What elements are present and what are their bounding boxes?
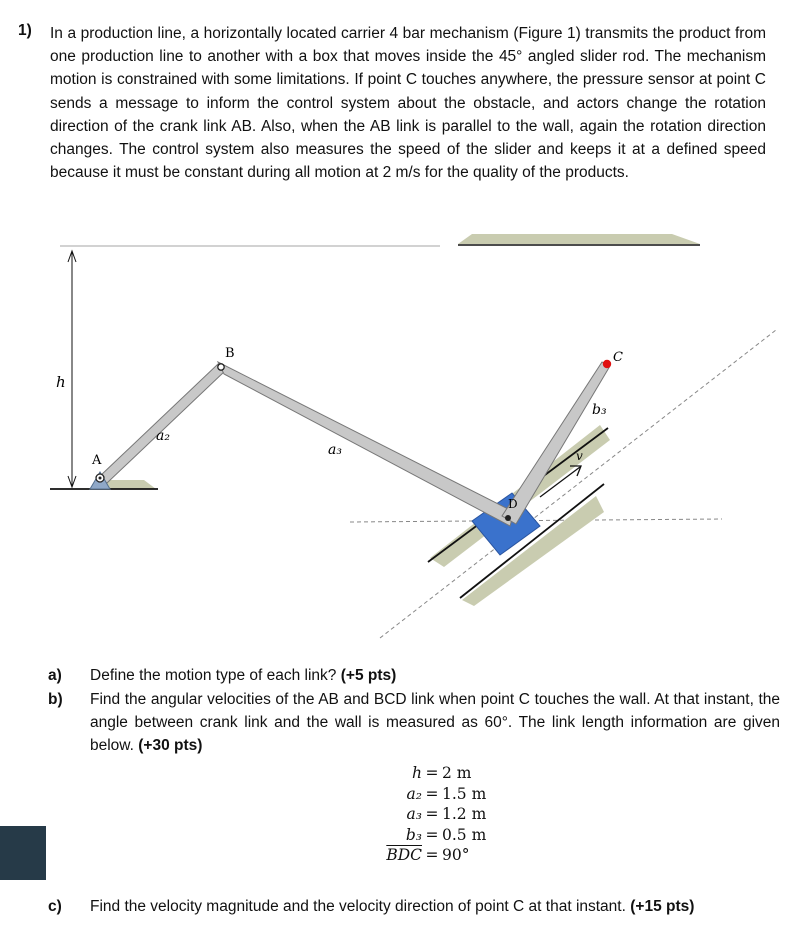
part-a-text: Define the motion type of each link? (90, 667, 337, 684)
link-a3 (218, 362, 514, 526)
part-a-label: a) (48, 667, 62, 684)
question-number: 1) (18, 22, 32, 39)
param-value: 1.2 m (442, 805, 487, 823)
param-symbol: a₃ (406, 805, 422, 823)
top-wall-hatch (458, 234, 700, 244)
pin-a-center (99, 477, 102, 480)
pin-d (505, 515, 511, 521)
part-c-text: Find the velocity magnitude and the velocity direction of point C at that instant. (90, 898, 626, 915)
label-a2: a₂ (156, 428, 170, 444)
part-c-points: (+15 pts) (630, 898, 695, 915)
param-symbol: $\overline{BDC}$ (386, 846, 422, 864)
question-text: In a production line, a horizontally located carrier 4 bar mechanism (Figure 1) transmits the product from one production line to another with a box that moves inside the 45° angled slider rod. The mechanism motion is constrained with some limitations. If point C touches anywhere, the pressure sensor at point C sends a message to inform the control system about the obstacle, and actors change the rotation direction of the crank link AB. Also, when the AB link is parallel to the wall, again the rotation direction changes. The control system also measures the speed of the slider and keeps it at a defined speed because it must be constant during all motion at 2 m/s for the quality of the products. (50, 25, 766, 182)
part-c (48, 895, 768, 918)
param-row: b₃ = 0.5 m (372, 825, 522, 846)
param-value: 90° (442, 846, 470, 864)
part-b (48, 688, 780, 755)
param-symbol: a₂ (406, 784, 422, 803)
point-c (603, 360, 611, 368)
part-b-text: Find the angular velocities of the AB and BCD link when point C touches the wall. At that instant, the angle between crank link and the wall is measured as 60°. The link length information are given below. (90, 691, 780, 755)
h-label: h (56, 373, 66, 391)
part-a-points: (+5 pts) (340, 667, 397, 684)
param-row: $\overline{BDC}$ = 90° (372, 845, 522, 866)
param-row: a₃ = 1.2 m (372, 804, 522, 825)
parameter-table (372, 763, 522, 866)
param-symbol: b₃ (405, 825, 422, 844)
link-a2 (99, 364, 226, 483)
side-panel-block (0, 826, 46, 880)
part-b-label: b) (48, 691, 63, 708)
pin-b (218, 364, 224, 370)
label-b3: b₃ (592, 402, 607, 418)
part-a (48, 664, 768, 687)
param-value: 2 m (442, 764, 472, 782)
param-value: 0.5 m (442, 825, 487, 844)
label-A: A (92, 453, 102, 468)
part-c-label: c) (48, 898, 62, 915)
mechanism-figure (0, 228, 786, 658)
param-row: a₂ = 1.5 m (372, 784, 522, 805)
param-row: h = 2 m (372, 763, 522, 784)
param-value: 1.5 m (442, 784, 487, 803)
label-a3: a₃ (328, 442, 342, 458)
label-D: D (508, 497, 518, 511)
label-v: v (576, 449, 583, 463)
label-C: C (613, 350, 623, 365)
param-symbol: h (412, 764, 422, 782)
label-B: B (225, 346, 235, 361)
part-b-points: (+30 pts) (138, 737, 203, 755)
